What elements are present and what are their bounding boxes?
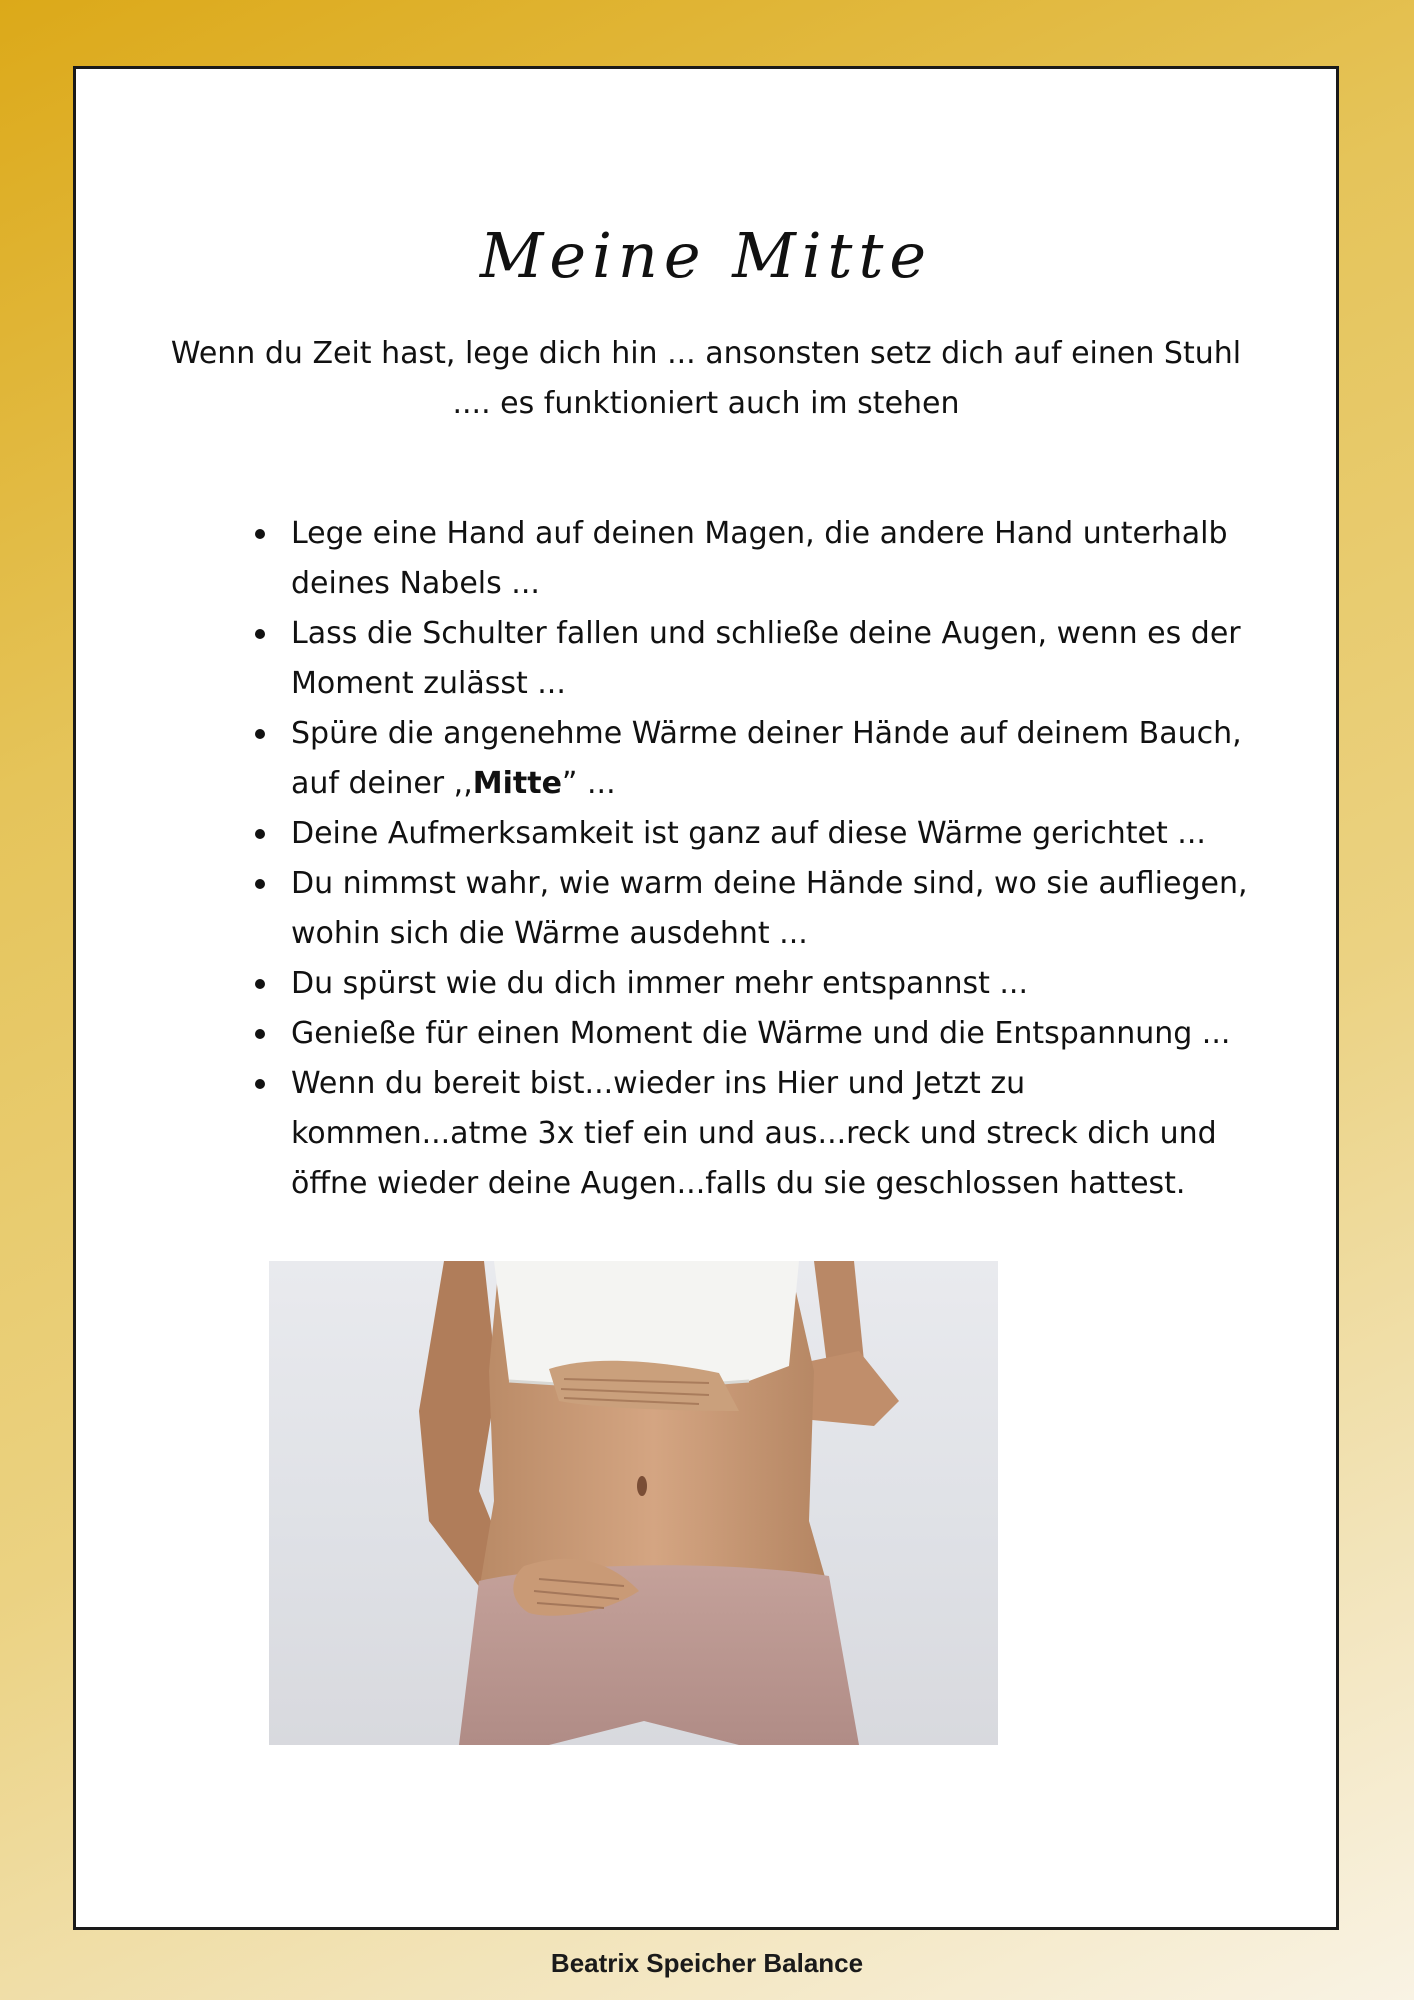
- list-item: [251, 709, 1251, 809]
- bullet-icon: [255, 729, 265, 739]
- bullet-icon: [255, 1079, 265, 1089]
- list-item-text: Spüre die angenehme Wärme deiner Hände auf deinem Bauch, auf deiner ,,: [291, 716, 1242, 801]
- emphasis-mitte: Mitte: [472, 766, 562, 801]
- list-item: [251, 809, 1251, 859]
- list-item: [251, 1009, 1251, 1059]
- list-item: [251, 859, 1251, 959]
- list-item-text: Du nimmst wahr, wie warm deine Hände sind, wo sie aufliegen, wohin sich die Wärme ausdehnt ...: [291, 866, 1248, 951]
- intro-line-1: Wenn du Zeit hast, lege dich hin ... ansonsten setz dich auf einen Stuhl: [170, 336, 1242, 371]
- list-item-text: Lege eine Hand auf deinen Magen, die andere Hand unterhalb deines Nabels ...: [291, 516, 1228, 601]
- bullet-icon: [255, 629, 265, 639]
- list-item-text-end: ” ...: [561, 766, 616, 801]
- list-item: [251, 959, 1251, 1009]
- bullet-icon: [255, 1029, 265, 1039]
- list-item-text: Genieße für einen Moment die Wärme und die Entspannung ...: [291, 1016, 1231, 1051]
- steps-list: [251, 509, 1251, 1209]
- bullet-icon: [255, 829, 265, 839]
- list-item: [251, 509, 1251, 609]
- bullet-icon: [255, 529, 265, 539]
- bullet-icon: [255, 879, 265, 889]
- belly-hands-illustration: [269, 1261, 998, 1745]
- list-item-text: Lass die Schulter fallen und schließe deine Augen, wenn es der Moment zulässt ...: [291, 616, 1241, 701]
- list-item: [251, 1059, 1251, 1209]
- bullet-icon: [255, 979, 265, 989]
- intro-text: [116, 329, 1296, 429]
- list-item-text: Wenn du bereit bist...wieder ins Hier und Jetzt zu kommen...atme 3x tief ein und aus...reck und streck dich und öffne wieder deine Augen...falls du sie geschlossen hattest.: [291, 1066, 1217, 1201]
- page-title: Meine Mitte: [479, 219, 933, 292]
- list-item-text: Du spürst wie du dich immer mehr entspannst ...: [291, 966, 1029, 1001]
- belly-hands-photo: [269, 1261, 998, 1745]
- intro-line-2: .... es funktioniert auch im stehen: [452, 386, 960, 421]
- list-item: [251, 609, 1251, 709]
- footer-brand: Beatrix Speicher Balance: [550, 1948, 864, 1978]
- list-item-text: Deine Aufmerksamkeit ist ganz auf diese Wärme gerichtet ...: [291, 816, 1206, 851]
